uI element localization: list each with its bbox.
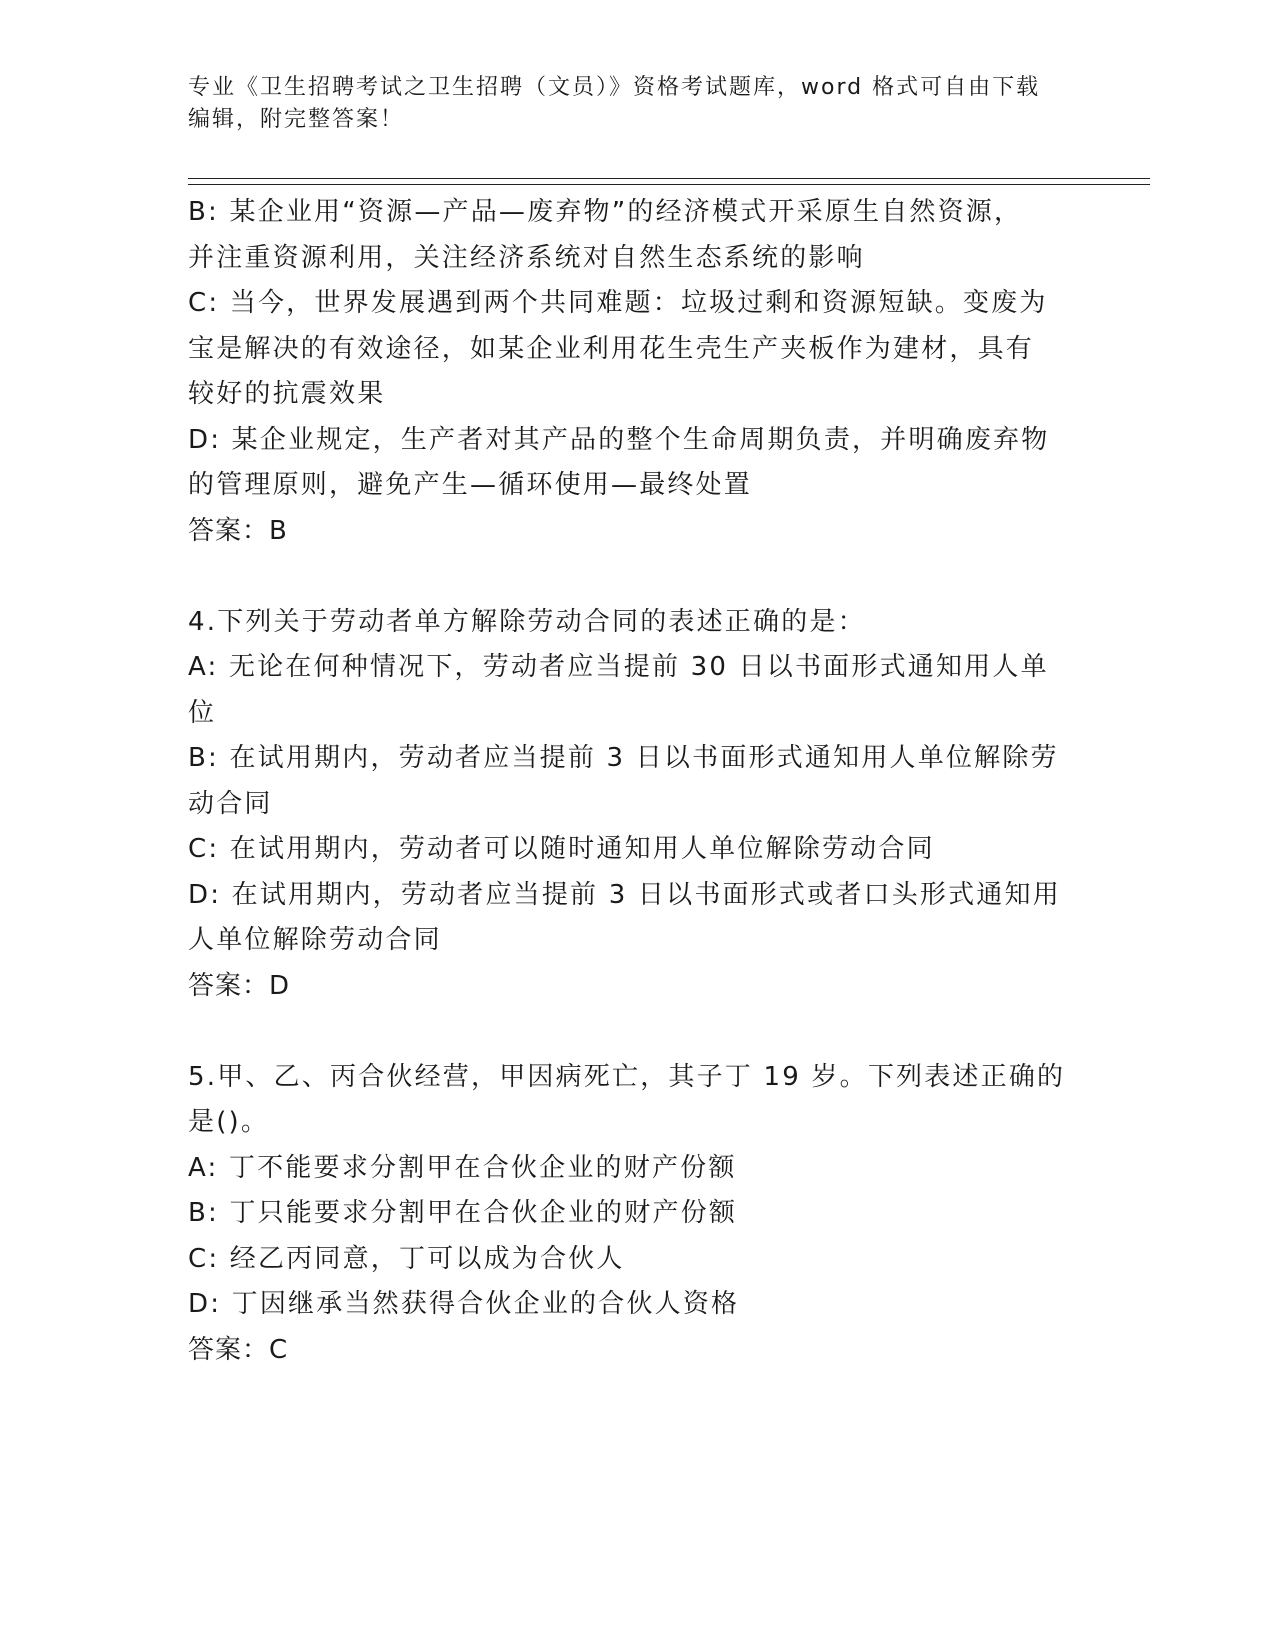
header-divider-bottom — [188, 184, 1150, 185]
q4-option-b-line-1: B: 在试用期内，劳动者应当提前 3 日以书面形式通知用人单位解除劳 — [188, 743, 1059, 773]
question-4-block — [188, 600, 1088, 1010]
q3-option-c-line-2: 宝是解决的有效途径，如某企业利用花生壳生产夹板作为建材，具有 — [188, 333, 1035, 364]
q5-option-d: D: 丁因继承当然获得合伙企业的合伙人资格 — [188, 1289, 740, 1319]
spacer — [188, 554, 1088, 600]
document-body — [188, 190, 1088, 1373]
q3-option-d-line-1: D: 某企业规定，生产者对其产品的整个生命周期负责，并明确废弃物 — [188, 424, 1050, 455]
q3-option-b-line-1: B: 某企业用“资源—产品—废弃物”的经济模式开采原生自然资源， — [188, 197, 1023, 227]
q4-option-b-line-2: 动合同 — [188, 788, 273, 819]
q5-option-b: B: 丁只能要求分割甲在合伙企业的财产份额 — [188, 1198, 738, 1228]
q5-question-line-2: 是()。 — [188, 1107, 270, 1137]
q4-answer: 答案：D — [188, 970, 291, 1001]
q3-option-b-line-2: 并注重资源利用，关注经济系统对自然生态系统的影响 — [188, 242, 865, 273]
q4-option-d-line-2: 人单位解除劳动合同 — [188, 925, 442, 955]
q4-option-c-line-1: C: 在试用期内，劳动者可以随时通知用人单位解除劳动合同 — [188, 834, 935, 864]
document-header — [188, 72, 1088, 136]
header-line-2: 编辑，附完整答案！ — [188, 107, 405, 132]
q4-option-a-line-2: 位 — [188, 697, 217, 728]
q4-option-a-line-1: A: 无论在何种情况下，劳动者应当提前 30 日以书面形式通知用人单 — [188, 652, 1049, 682]
q5-answer: 答案：C — [188, 1334, 289, 1365]
spacer — [188, 1009, 1088, 1055]
q4-option-d-line-1: D: 在试用期内，劳动者应当提前 3 日以书面形式或者口头形式通知用 — [188, 879, 1061, 910]
header-divider-top — [188, 178, 1150, 179]
q5-question-line-1: 5.甲、乙、丙合伙经营，甲因病死亡，其子丁 19 岁。下列表述正确的 — [188, 1061, 1066, 1092]
q3-option-c-line-3: 较好的抗震效果 — [188, 379, 386, 409]
q3-option-d-line-2: 的管理原则，避免产生—循环使用—最终处置 — [188, 470, 753, 500]
q5-option-a: A: 丁不能要求分割甲在合伙企业的财产份额 — [188, 1152, 737, 1183]
q3-option-c-line-1: C: 当今，世界发展遇到两个共同难题：垃圾过剩和资源短缺。变废为 — [188, 288, 1048, 318]
q4-question: 4.下列关于劳动者单方解除劳动合同的表述正确的是： — [188, 606, 866, 637]
question-3-block — [188, 190, 1088, 554]
q3-answer: 答案：B — [188, 515, 288, 546]
q5-option-c: C: 经乙丙同意，丁可以成为合伙人 — [188, 1243, 625, 1274]
header-line-1: 专业《卫生招聘考试之卫生招聘（文员）》资格考试题库，word 格式可自由下载 — [188, 75, 1041, 100]
question-5-block — [188, 1055, 1088, 1374]
